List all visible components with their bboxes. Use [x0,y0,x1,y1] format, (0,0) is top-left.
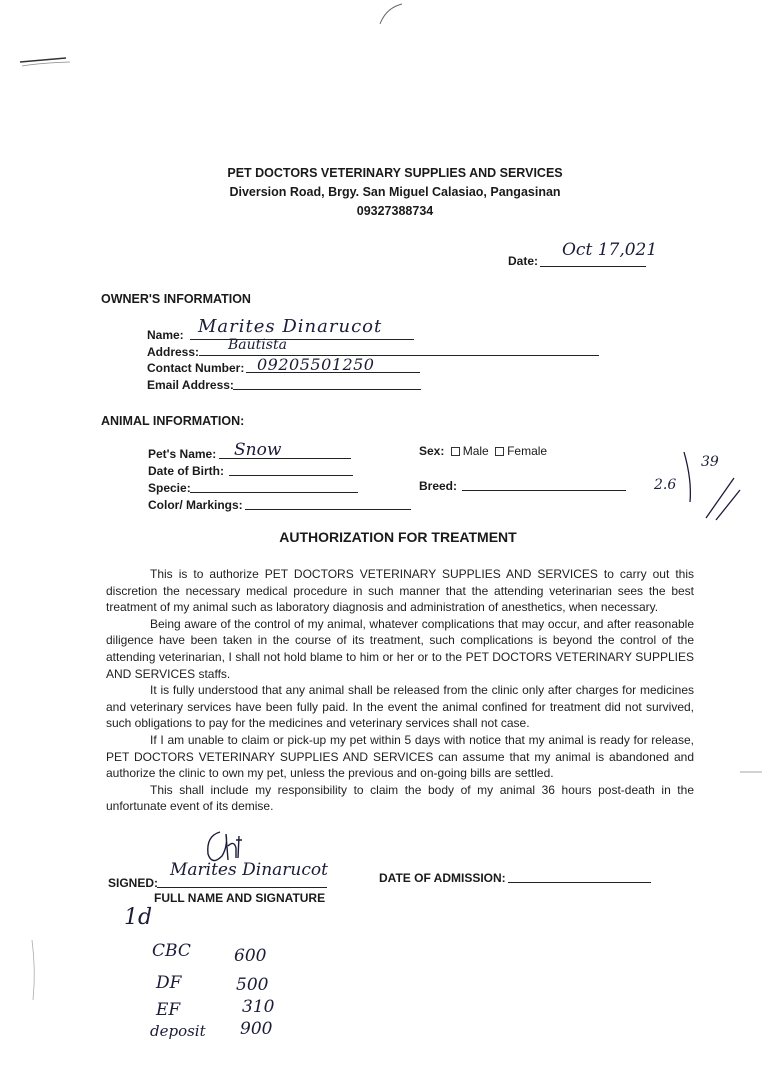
auth-paragraph-2: Being aware of the control of my animal, whatever complications that may occur, and after reasonable diligence have been taken in the course of its treatment, such complications is beyond the control of the attending veterinarian, I shall not hold blame to him or her or to the PET DOCTORS VETERINARY SUPPLIES AND SERVICES staffs. [106,616,694,681]
margin-slash-marks [640,440,750,530]
female-label: Female [507,444,548,458]
male-label: Male [462,444,489,458]
note-value-cbc: 600 [234,946,267,966]
auth-paragraph-4: If I am unable to claim or pick-up my pet within 5 days with notice that my animal is ready for release, PET DOCTORS VETERINARY SUPPLIES AND SERVICES can assume that my animal is abandoned and authorize the clinic to own my pet, unless the previous and on-going bills are settled. [106,732,694,781]
date-label: Date: [508,254,539,268]
female-checkbox[interactable] [495,447,504,456]
sex-label: Sex: [419,444,445,458]
contact-number-value: 09205501250 [257,355,375,374]
breed-label: Breed: [419,479,458,493]
owner-address-label: Address: [147,345,200,359]
margin-note-left: 2.6 [654,477,677,493]
margin-note-right: 39 [701,454,719,470]
pet-name-label: Pet's Name: [148,447,217,461]
signed-value: Marites Dinarucot [170,860,328,880]
note-label-cbc: CBC [152,941,191,961]
owner-address-value: Bautista [228,337,287,353]
male-checkbox[interactable] [451,447,460,456]
animal-section-title: ANIMAL INFORMATION: [101,414,245,428]
date-of-admission-label: DATE OF ADMISSION: [379,871,506,885]
color-markings-label: Color/ Markings: [148,498,243,512]
signed-label: SIGNED: [108,876,159,890]
date-value: Oct 17,021 [562,240,658,260]
note-value-df: 500 [236,975,269,995]
full-name-signature-label: FULL NAME AND SIGNATURE [154,891,326,905]
sex-field [419,444,547,458]
note-label-deposit: deposit [150,1022,206,1040]
pet-name-value: Snow [234,440,282,460]
note-label-df: DF [156,973,182,993]
clinic-name: PET DOCTORS VETERINARY SUPPLIES AND SERVICES [227,166,563,180]
auth-paragraph-5: This shall include my responsibility to claim the body of my animal 36 hours post-death in the unfortunate event of its demise. [106,782,694,814]
notes-heading: 1d [124,905,153,930]
auth-paragraph-3: It is fully understood that any animal shall be released from the clinic only after charges for medicines and veterinary services have been fully paid. In the event the animal confined for treatment did not survived, such obligations to pay for the medicines and veterinary services shall not case. [106,683,694,731]
authorization-title: AUTHORIZATION FOR TREATMENT [279,529,517,545]
email-label: Email Address: [147,378,234,392]
note-value-ef: 310 [242,997,275,1017]
specie-label: Specie: [148,481,191,495]
owner-name-value: Marites Dinarucot [198,316,383,337]
owner-name-label: Name: [147,328,184,342]
owner-section-title: OWNER'S INFORMATION [101,292,251,306]
auth-paragraph-1: This is to authorize PET DOCTORS VETERINARY SUPPLIES AND SERVICES to carry out this discretion the necessary medical procedure in such manner that the attending veterinarian sees the best treatment of my animal such as laboratory diagnosis and administration of anesthetics, when necessary. [106,567,694,615]
dob-label: Date of Birth: [148,464,224,478]
note-label-ef: EF [156,1000,181,1020]
contact-number-label: Contact Number: [147,361,245,375]
clinic-phone: 09327388734 [356,204,434,218]
authorization-body [106,566,694,815]
note-value-deposit: 900 [240,1019,273,1039]
clinic-address: Diversion Road, Brgy. San Miguel Calasiao, Pangasinan [229,185,561,199]
